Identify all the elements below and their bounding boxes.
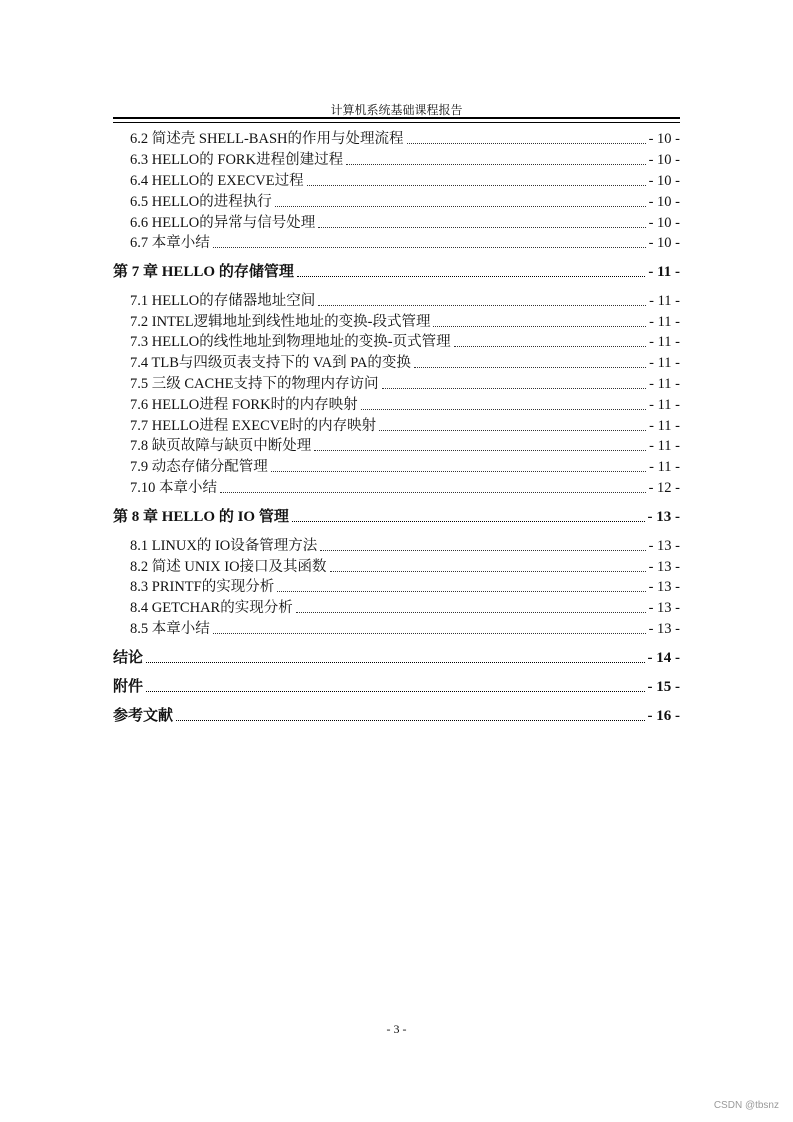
dot-leader (275, 205, 646, 207)
toc-chapter-entry[interactable] (113, 506, 680, 526)
dot-leader (213, 246, 646, 248)
dot-leader (382, 387, 647, 389)
toc-entry-title: 7.3 HELLO的线性地址到物理地址的变换-页式管理 (130, 334, 451, 350)
toc-entry-title: 8.4 GETCHAR的实现分析 (130, 600, 293, 616)
toc-entry-title: 7.8 缺页故障与缺页中断处理 (130, 438, 312, 454)
header-rule-thin (113, 122, 680, 123)
header-rule-thick (113, 117, 680, 119)
toc-entry-title: 第 8 章 HELLO 的 IO 管理 (113, 509, 289, 525)
toc-entry-title: 6.6 HELLO的异常与信号处理 (130, 215, 316, 231)
toc-entry-page: - 10 - (648, 194, 680, 210)
toc-entry-title: 7.1 HELLO的存储器地址空间 (130, 293, 316, 309)
dot-leader (277, 590, 645, 592)
toc-entry-title: 7.4 TLB与四级页表支持下的 VA到 PA的变换 (130, 355, 411, 371)
toc-entry[interactable] (130, 415, 680, 435)
toc-entry[interactable] (130, 556, 680, 576)
toc-entry-title: 参考文献 (113, 708, 174, 724)
toc-entry[interactable] (130, 212, 680, 232)
toc-entry[interactable] (130, 149, 680, 169)
dot-leader (330, 570, 646, 572)
toc-entry-page: - 11 - (649, 314, 680, 330)
toc-entry[interactable] (130, 618, 680, 638)
toc-entry-title: 7.6 HELLO进程 FORK时的内存映射 (130, 397, 358, 413)
watermark: CSDN @tbsnz (713, 1100, 779, 1111)
dot-leader (320, 549, 645, 551)
toc-entry[interactable] (130, 331, 680, 351)
toc-entry-title: 第 7 章 HELLO 的存储管理 (113, 264, 294, 280)
toc-entry-title: 附件 (113, 679, 144, 695)
toc-entry[interactable] (130, 311, 680, 331)
toc-entry-page: - 11 - (649, 376, 680, 392)
toc-entry-page: - 13 - (648, 538, 680, 554)
page-number-footer: - 3 - (386, 1022, 407, 1036)
toc-entry-page: - 11 - (649, 334, 680, 350)
toc-entry-title: 结论 (113, 650, 144, 666)
toc-entry-page: - 10 - (648, 235, 680, 251)
toc-entry-title: 7.7 HELLO进程 EXECVE时的内存映射 (130, 418, 377, 434)
toc-entry-page: - 13 - (648, 579, 680, 595)
toc-entry-page: - 11 - (649, 355, 680, 371)
dot-leader (318, 304, 646, 306)
dot-leader (454, 345, 647, 347)
toc-entry[interactable] (130, 232, 680, 252)
dot-leader (296, 611, 646, 613)
toc-entry[interactable] (130, 128, 680, 148)
toc-entry-page: - 13 - (648, 600, 680, 616)
toc-entry-title: 6.7 本章小结 (130, 235, 210, 251)
dot-leader (146, 690, 644, 692)
dot-leader (297, 275, 645, 277)
toc-entry-title: 7.5 三级 CACHE支持下的物理内存访问 (130, 376, 379, 392)
page-header-title: 计算机系统基础课程报告 (330, 103, 463, 117)
toc-chapter-entry[interactable] (113, 647, 680, 667)
toc-entry[interactable] (130, 576, 680, 596)
toc-entry-page: - 11 - (649, 459, 680, 475)
toc-entry[interactable] (130, 373, 680, 393)
dot-leader (361, 408, 647, 410)
toc-entry[interactable] (130, 290, 680, 310)
toc-entry-title: 6.3 HELLO的 FORK进程创建过程 (130, 152, 344, 168)
toc-entry-title: 8.5 本章小结 (130, 621, 210, 637)
toc-entry[interactable] (130, 477, 680, 497)
toc-entry-page: - 10 - (648, 152, 680, 168)
toc-entry-page: - 11 - (649, 293, 680, 309)
toc-entry-title: 8.1 LINUX的 IO设备管理方法 (130, 538, 318, 554)
toc-chapter-entry[interactable] (113, 705, 680, 725)
toc-entry-page: - 15 - (647, 679, 680, 695)
dot-leader (176, 719, 644, 721)
toc-entry-page: - 13 - (648, 559, 680, 575)
toc-entry-page: - 11 - (648, 264, 680, 280)
dot-leader (346, 163, 646, 165)
dot-leader (271, 470, 646, 472)
toc-entry[interactable] (130, 535, 680, 555)
toc-entry[interactable] (130, 352, 680, 372)
dot-leader (146, 661, 644, 663)
toc-entry-page: - 11 - (649, 397, 680, 413)
toc-entry[interactable] (130, 597, 680, 617)
toc-entry-title: 7.9 动态存储分配管理 (130, 459, 268, 475)
toc-entry[interactable] (130, 191, 680, 211)
dot-leader (407, 142, 646, 144)
toc-entry-page: - 12 - (648, 480, 680, 496)
toc-entry-page: - 14 - (647, 650, 680, 666)
dot-leader (292, 520, 645, 522)
toc-entry-page: - 11 - (649, 438, 680, 454)
toc-entry-title: 6.2 简述壳 SHELL-BASH的作用与处理流程 (130, 131, 404, 147)
toc-entry-page: - 13 - (648, 621, 680, 637)
toc-entry-title: 6.5 HELLO的进程执行 (130, 194, 272, 210)
toc-entry-title: 7.10 本章小结 (130, 480, 217, 496)
dot-leader (379, 429, 646, 431)
dot-leader (318, 226, 645, 228)
toc-entry-title: 8.2 简述 UNIX IO接口及其函数 (130, 559, 327, 575)
toc-entry[interactable] (130, 394, 680, 414)
toc-chapter-entry[interactable] (113, 261, 680, 281)
dot-leader (213, 632, 646, 634)
toc-entry-title: 8.3 PRINTF的实现分析 (130, 579, 275, 595)
toc-entry[interactable] (130, 435, 680, 455)
toc-entry-title: 7.2 INTEL逻辑地址到线性地址的变换-段式管理 (130, 314, 431, 330)
dot-leader (220, 491, 646, 493)
toc-entry-page: - 10 - (648, 173, 680, 189)
toc-entry-page: - 10 - (648, 215, 680, 231)
toc-entry[interactable] (130, 170, 680, 190)
dot-leader (433, 325, 646, 327)
toc-entry-page: - 13 - (647, 509, 680, 525)
toc-entry[interactable] (130, 456, 680, 476)
dot-leader (307, 184, 646, 186)
dot-leader (314, 449, 646, 451)
toc-chapter-entry[interactable] (113, 676, 680, 696)
toc-entry-title: 6.4 HELLO的 EXECVE过程 (130, 173, 304, 189)
toc-entry-page: - 11 - (649, 418, 680, 434)
dot-leader (414, 366, 646, 368)
toc-entry-page: - 10 - (648, 131, 680, 147)
toc-entry-page: - 16 - (647, 708, 680, 724)
